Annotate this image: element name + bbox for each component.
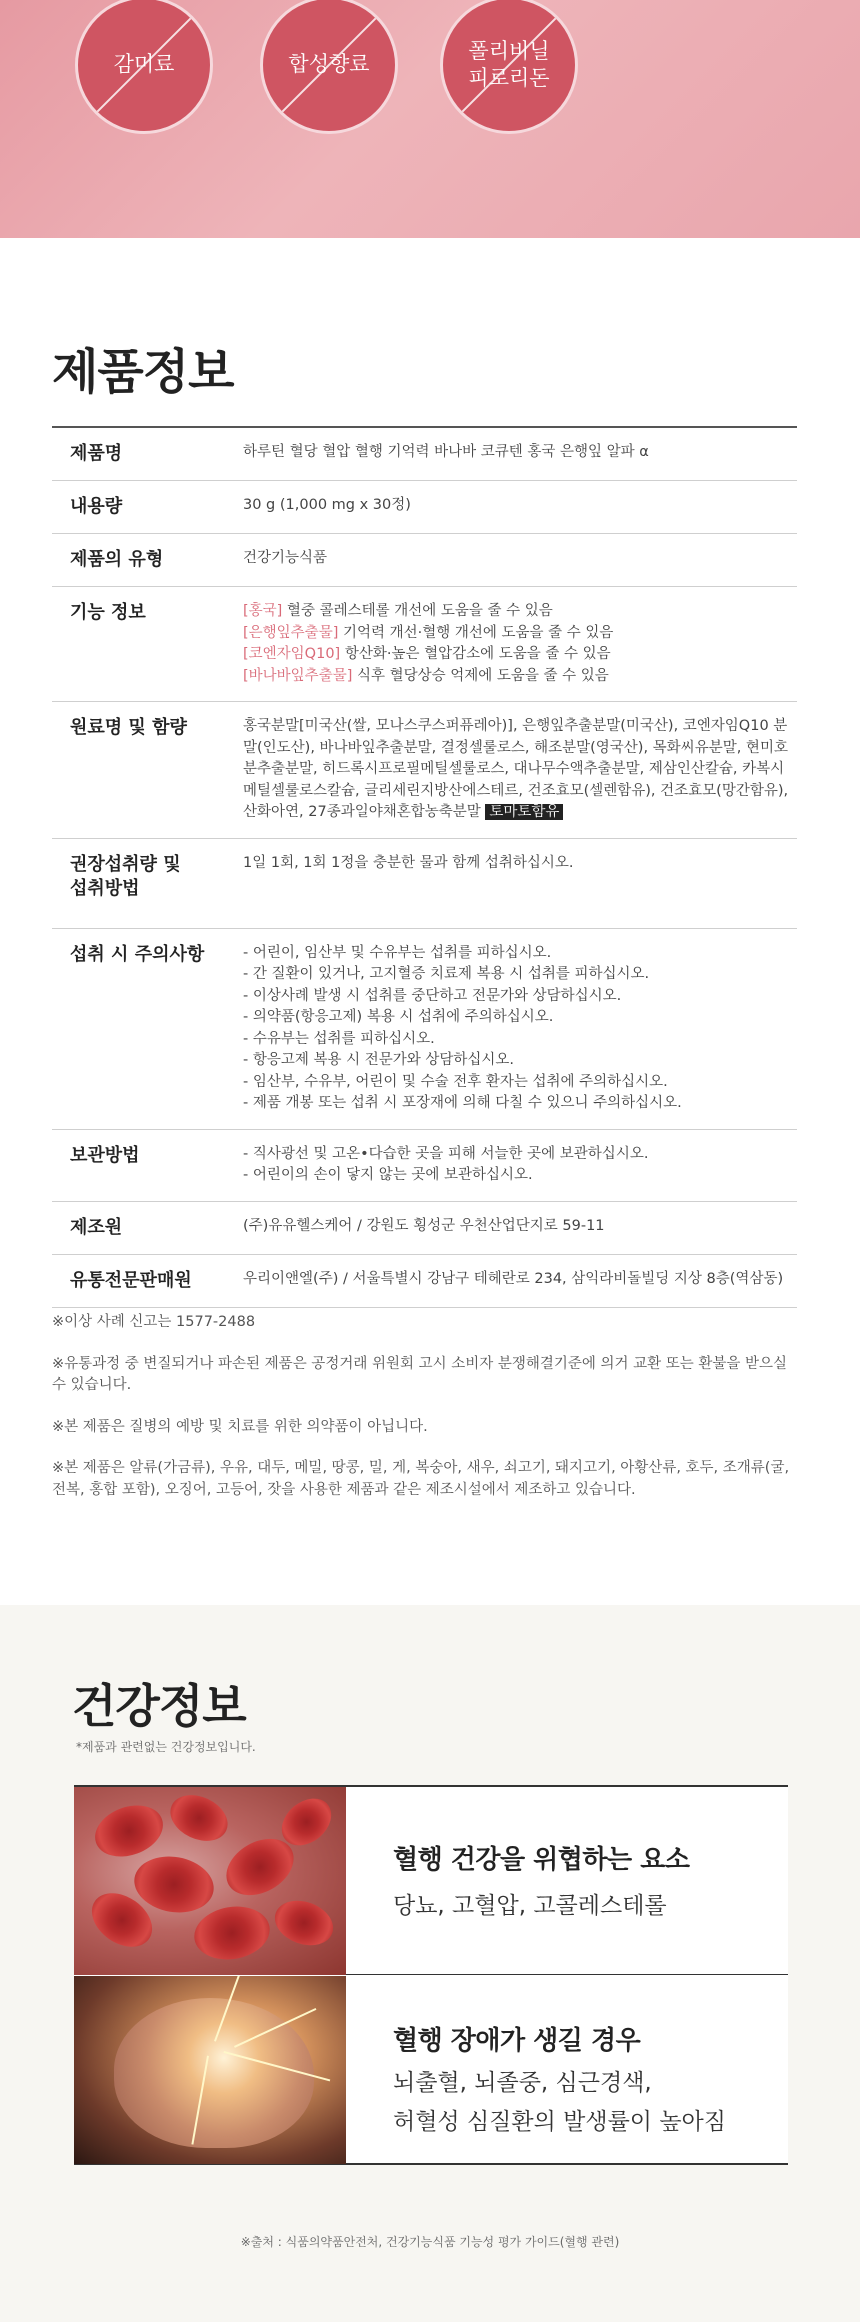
storage-line: - 어린이의 손이 닿지 않는 곳에 보관하십시오.: [243, 1167, 533, 1183]
function-line: [243, 623, 797, 645]
notice-item: ※본 제품은 질병의 예방 및 치료를 위한 의약품이 아닙니다.: [52, 1418, 428, 1435]
row-value: [237, 1129, 797, 1201]
row-value: [237, 928, 797, 1129]
health-info-card: [74, 1785, 788, 2165]
ingredient-highlight: [바나바잎추출물]: [243, 667, 353, 684]
caution-line: - 간 질환이 있거나, 고지혈증 치료제 복용 시 섭취를 피하십시오.: [243, 966, 650, 982]
row-label: 섭취 시 주의사항: [52, 928, 237, 1129]
row-label: 보관방법: [52, 1129, 237, 1201]
row-value: 30 g (1,000 mg x 30정): [237, 481, 797, 534]
row-label: 유통전문판매원: [52, 1254, 237, 1307]
function-line: [243, 601, 797, 623]
row-label: 제품의 유형: [52, 534, 237, 587]
table-row: [52, 534, 797, 587]
function-text: 식후 혈당상승 억제에 도움을 줄 수 있음: [352, 667, 609, 684]
row-label: 원료명 및 함량: [52, 702, 237, 839]
function-text: 항산화·높은 혈압감소에 도움을 줄 수 있음: [340, 646, 611, 662]
function-line: [243, 644, 797, 666]
product-info-title: 제품정보: [52, 344, 234, 400]
health-info-subtitle: *제품과 관련없는 건강정보입니다.: [76, 1740, 256, 1754]
product-info-table: [52, 426, 797, 1308]
caution-line: - 이상사례 발생 시 섭취를 중단하고 전문가와 상담하십시오.: [243, 987, 622, 1004]
caution-line: - 임산부, 수유부, 어린이 및 수술 전후 환자는 섭취에 주의하십시오.: [243, 1073, 668, 1090]
risk-body: 당뇨, 고혈압, 고콜레스테롤: [393, 1893, 667, 1919]
badge-label: 감미료: [113, 52, 175, 77]
table-row: [52, 427, 797, 481]
caution-line: - 어린이, 임산부 및 수유부는 섭취를 피하십시오.: [243, 944, 552, 961]
notice-item: ※이상 사례 신고는 1577-2488: [52, 1314, 256, 1330]
disorder-heading: 혈행 장애가 생길 경우: [393, 2026, 641, 2056]
ingredient-highlight: [코엔자임Q10]: [243, 646, 341, 662]
tomato-tag: 토마토함유: [485, 804, 563, 820]
row-value: [237, 702, 797, 839]
caution-line: - 수유부는 섭취를 피하십시오.: [243, 1030, 435, 1047]
row-label: 권장섭취량 및 섭취방법: [52, 838, 237, 928]
notice-item: ※유통과정 중 변질되거나 파손된 제품은 공정거래 위원회 고시 소비자 분쟁해결기준에 의거 교환 또는 환불을 받으실 수 있습니다.: [52, 1355, 788, 1393]
health-row-risk: [74, 1787, 788, 1975]
badge-label: 합성향료: [288, 52, 370, 77]
notice-list: [52, 1312, 797, 1521]
row-label: 제품명: [52, 427, 237, 481]
disorder-body-line: 뇌출혈, 뇌졸중, 심근경색,: [393, 2070, 652, 2096]
caution-line: - 제품 개봉 또는 섭취 시 포장재에 의해 다칠 수 있으니 주의하십시오.: [243, 1095, 682, 1111]
hero-banner: [0, 0, 860, 238]
function-text: 혈중 콜레스테롤 개선에 도움을 줄 수 있음: [282, 603, 553, 619]
notice-item: ※본 제품은 알류(가금류), 우유, 대두, 메밀, 땅콩, 밀, 게, 복숭아, 새우, 쇠고기, 돼지고기, 아황산류, 호두, 조개류(굴, 전복, 홍합 포함), 오징어, 고등어, 잣을 사용한 제품과 같은 제조시설에서 제조하고 있습니다.: [52, 1460, 790, 1498]
caution-line: - 항응고제 복용 시 전문가와 상담하십시오.: [243, 1052, 515, 1068]
row-value: [237, 587, 797, 702]
row-label: 제조원: [52, 1201, 237, 1254]
no-synthetic-flavor-badge: [260, 0, 398, 134]
ingredient-highlight: [홍국]: [243, 603, 283, 619]
caution-line: - 의약품(항응고제) 복용 시 섭취에 주의하십시오.: [243, 1009, 554, 1025]
row-value: 하루틴 혈당 혈압 혈행 기억력 바나바 코큐텐 홍국 은행잎 알파 α: [237, 427, 797, 481]
risk-heading: 혈행 건강을 위협하는 요소: [393, 1845, 690, 1875]
no-sweetener-badge: [75, 0, 213, 134]
table-row: [52, 1129, 797, 1201]
table-row: [52, 587, 797, 702]
row-value: 우리이앤엘(주) / 서울특별시 강남구 테헤란로 234, 삼익라비돌빌딩 지상 8층(역삼동): [237, 1254, 797, 1307]
health-row-disorder: [74, 1976, 788, 2164]
table-row: [52, 838, 797, 928]
ingredient-highlight: [은행잎추출물]: [243, 624, 339, 641]
function-line: [243, 666, 797, 688]
ingredients-text: 홍국분말[미국산(쌀, 모나스쿠스퍼퓨레아)], 은행잎추출분말(미국산), 코엔자임Q10 분말(인도산), 바나바잎추출분말, 결정셀룰로스, 해조분말(영국산), 목화씨유분말, 현미호분추출분말, 히드록시프로필메틸셀룰로스, 대나무수액추출분말, 제삼인산칼슘, 카복시메틸셀룰로스칼슘, 글리세린지방산에스테르, 건조효모(셀렌함유), 건조효모(망간함유), 산화아연, 27종과일야채혼합농축분말: [243, 718, 789, 820]
table-row: [52, 928, 797, 1129]
row-label: 내용량: [52, 481, 237, 534]
badge-label: 폴리비닐 피로리돈: [468, 38, 550, 90]
row-value: (주)유유헬스케어 / 강원도 횡성군 우천산업단지로 59-11: [237, 1201, 797, 1254]
table-row: [52, 481, 797, 534]
table-row: [52, 1254, 797, 1307]
disorder-body-line: 허혈성 심질환의 발생률이 높아짐: [393, 2109, 726, 2135]
row-label: 기능 정보: [52, 587, 237, 702]
row-value: 건강기능식품: [237, 534, 797, 587]
brain-image: [74, 1976, 346, 2164]
blood-cells-image: [74, 1787, 346, 1975]
source-note: ※출처 : 식품의약품안전처, 건강기능식품 기능성 평가 가이드(혈행 관련): [240, 2235, 620, 2249]
table-row: [52, 1201, 797, 1254]
no-pvp-badge: [440, 0, 578, 134]
function-text: 기억력 개선·혈행 개선에 도움을 줄 수 있음: [338, 624, 614, 641]
health-info-title: 건강정보: [72, 1679, 246, 1733]
row-value: 1일 1회, 1회 1정을 충분한 물과 함께 섭취하십시오.: [237, 838, 797, 928]
table-row: [52, 702, 797, 839]
storage-line: - 직사광선 및 고온•다습한 곳을 피해 서늘한 곳에 보관하십시오.: [243, 1145, 649, 1162]
